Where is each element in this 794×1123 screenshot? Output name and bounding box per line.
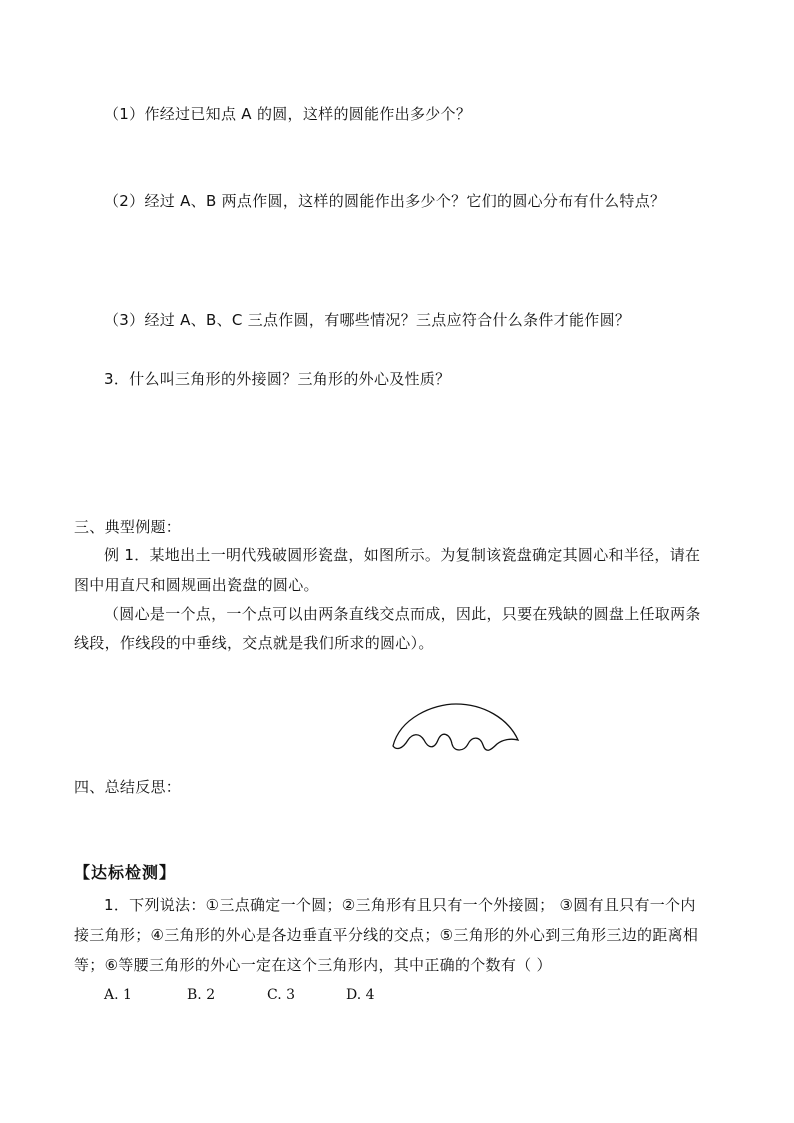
- hint-line-2: 线段，作线段的中垂线，交点就是我们所求的圆心）。: [74, 634, 434, 652]
- option-c: C. 3: [267, 987, 296, 1003]
- question-2: （2）经过 A、B 两点作圆，这样的圆能作出多少个？它们的圆心分布有什么特点？: [104, 192, 666, 210]
- broken-plate-figure: [388, 700, 523, 756]
- option-b: B. 2: [187, 987, 216, 1003]
- section-3-title: 三、典型例题：: [74, 518, 182, 536]
- question-1: （1）作经过已知点 A 的圆，这样的圆能作出多少个？: [104, 105, 472, 123]
- option-a: A. 1: [104, 987, 132, 1003]
- plate-outline: [393, 704, 518, 750]
- hint-line-1: （圆心是一个点，一个点可以由两条直线交点而成，因此，只要在残缺的圆盘上任取两条: [104, 605, 701, 623]
- example-1-line-2: 图中用直尺和圆规画出瓷盘的圆心。: [74, 576, 319, 594]
- item-3: 3．什么叫三角形的外接圆？三角形的外心及性质？: [104, 370, 451, 388]
- section-4-title: 四、总结反思：: [74, 778, 182, 796]
- option-d: D. 4: [346, 987, 375, 1003]
- check-q1-line-3: 等；⑥等腰三角形的外心一定在这个三角形内，其中正确的个数有（ ）: [74, 956, 552, 974]
- example-1-line-1: 例 1．某地出土一明代残破圆形瓷盘，如图所示。为复制该瓷盘确定其圆心和半径，请在: [104, 546, 701, 564]
- check-q1-line-1: 1．下列说法：①三点确定一个圆；②三角形有且只有一个外接圆； ③圆有且只有一个内: [104, 896, 696, 914]
- question-3: （3）经过 A、B、C 三点作圆，有哪些情况？三点应符合什么条件才能作圆？: [104, 311, 631, 329]
- check-heading: 【达标检测】: [74, 863, 177, 882]
- check-q1-line-2: 接三角形；④三角形的外心是各边垂直平分线的交点；⑤三角形的外心到三角形三边的距离相: [74, 926, 699, 944]
